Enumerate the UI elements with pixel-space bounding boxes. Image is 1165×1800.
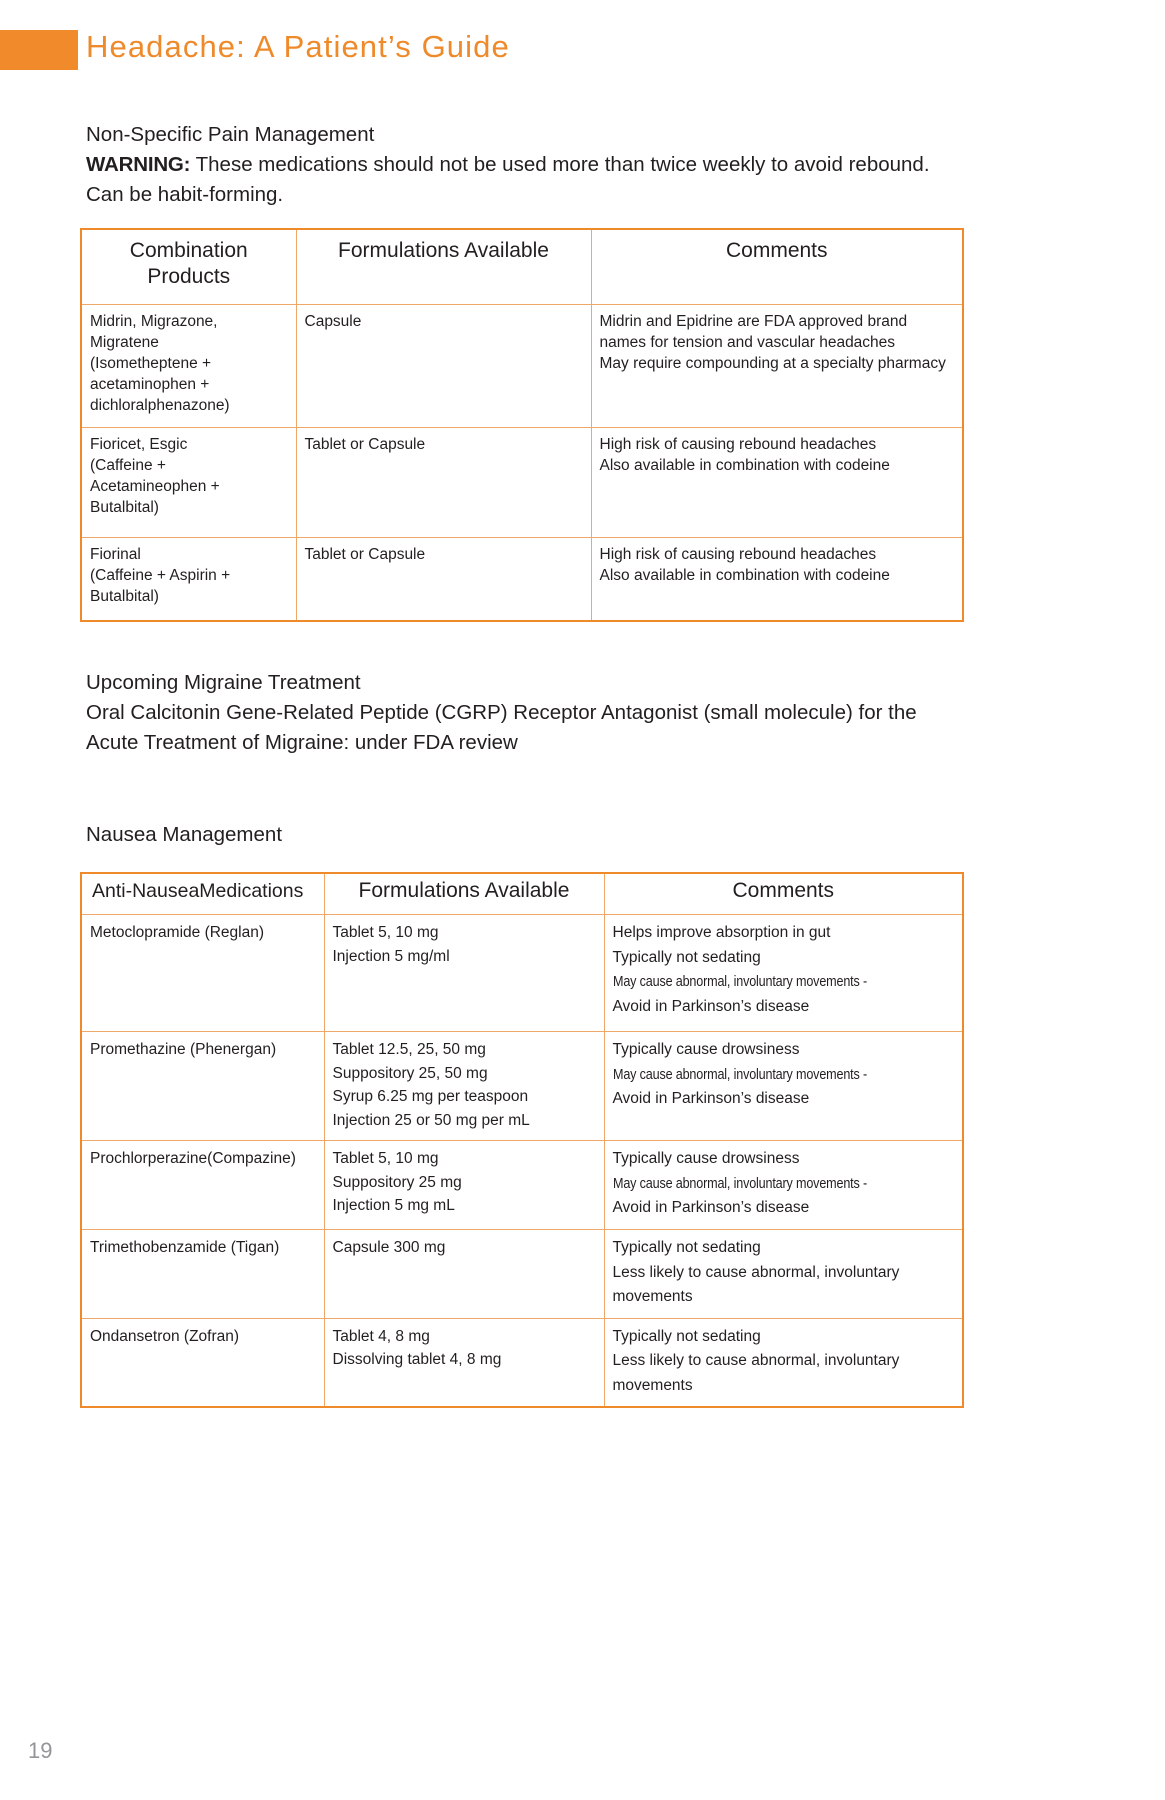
non-specific-pain-management-intro — [86, 120, 1086, 210]
column-header-formulations: Formulations Available — [324, 873, 604, 915]
cell-formulations — [296, 538, 591, 622]
product-line: (Isometheptene + — [90, 355, 212, 372]
comment-line: May require compounding at a specialty pharmacy — [599, 355, 946, 372]
cell-product — [81, 538, 296, 622]
header-line-2: Products — [147, 265, 231, 288]
cell-medication — [81, 1032, 324, 1141]
formulation-line: Capsule — [304, 313, 362, 330]
comment-line: Less likely to cause abnormal, involuntary — [612, 1263, 900, 1281]
column-header-comments: Comments — [604, 873, 963, 915]
comment-line: movements — [612, 1288, 693, 1305]
formulation-line: Injection 25 or 50 mg per mL — [332, 1111, 530, 1129]
section-heading: Upcoming Migraine Treatment — [86, 671, 361, 694]
cell-comments — [604, 915, 963, 1032]
cell-product — [81, 428, 296, 538]
cell-comments — [591, 538, 963, 622]
comment-line: Avoid in Parkinson’s disease — [612, 997, 810, 1015]
formulation-line: Tablet 5, 10 mg — [332, 924, 439, 941]
formulation-line: Tablet or Capsule — [304, 436, 426, 453]
formulation-line: Tablet or Capsule — [304, 546, 426, 563]
warning-text-continued: Can be habit-forming. — [86, 183, 284, 206]
cell-formulations — [324, 1141, 604, 1230]
comment-line: May cause abnormal, involuntary movements - — [612, 1174, 867, 1192]
warning-label: WARNING: — [86, 153, 191, 176]
table-row — [81, 1318, 963, 1407]
table-row — [81, 1141, 963, 1230]
formulation-line: Syrup 6.25 mg per teaspoon — [332, 1088, 529, 1105]
table-row — [81, 915, 963, 1032]
cell-medication — [81, 1141, 324, 1230]
comment-line: Midrin and Epidrine are FDA approved brand names for tension and vascular headaches — [599, 313, 908, 351]
comment-line: Typically cause drowsiness — [612, 1150, 800, 1167]
comment-line: Typically not sedating — [612, 948, 761, 966]
comment-line: Helps improve absorption in gut — [612, 924, 831, 941]
formulation-line: Injection 5 mg/ml — [332, 947, 450, 965]
medication-name: Metoclopramide (Reglan) — [90, 924, 265, 941]
table-header-row — [81, 873, 963, 915]
cell-formulations — [296, 428, 591, 538]
comment-line: Typically not sedating — [612, 1239, 761, 1256]
formulation-line: Injection 5 mg mL — [332, 1197, 455, 1214]
table-row — [81, 1032, 963, 1141]
comment-line: Also available in combination with codeine — [599, 567, 890, 584]
comment-line: Avoid in Parkinson’s disease — [612, 1199, 810, 1216]
page-title: Headache: A Patient’s Guide — [86, 29, 510, 64]
medication-name: Trimethobenzamide (Tigan) — [90, 1239, 280, 1256]
product-line: Butalbital) — [90, 588, 159, 605]
warning-text: These medications should not be used more than twice weekly to avoid rebound. — [190, 153, 930, 176]
formulation-line: Capsule 300 mg — [332, 1239, 446, 1256]
product-line: Fiorinal — [90, 546, 141, 563]
table-header-row — [81, 229, 963, 305]
formulation-line: Tablet 12.5, 25, 50 mg — [332, 1041, 486, 1058]
cell-comments — [604, 1318, 963, 1407]
section-heading: Non-Specific Pain Management — [86, 123, 375, 146]
product-line: Butalbital) — [90, 499, 159, 516]
medication-name: Ondansetron (Zofran) — [90, 1327, 240, 1345]
upcoming-line-2: Acute Treatment of Migraine: under FDA review — [86, 731, 518, 754]
anti-nausea-medications-table — [80, 872, 964, 1408]
column-header-comments: Comments — [591, 229, 963, 305]
cell-comments — [604, 1032, 963, 1141]
product-line: Acetamineophen + — [90, 478, 220, 495]
nausea-management-heading — [86, 820, 1086, 850]
comment-line: Also available in combination with codeine — [599, 457, 890, 474]
cell-medication — [81, 1318, 324, 1407]
cell-formulations — [324, 1318, 604, 1407]
cell-comments — [604, 1230, 963, 1319]
comment-line: Typically cause drowsiness — [612, 1041, 800, 1058]
column-header-anti-nausea-medications: Anti-NauseaMedications — [81, 873, 324, 915]
upcoming-line-1: Oral Calcitonin Gene-Related Peptide (CGRP) Receptor Antagonist (small molecule) for the — [86, 701, 917, 724]
formulation-line: Suppository 25, 50 mg — [332, 1064, 488, 1082]
comment-line: Avoid in Parkinson’s disease — [612, 1090, 810, 1107]
product-line: Midrin, Migrazone, — [90, 313, 218, 330]
table-row — [81, 538, 963, 622]
header-accent-swatch — [0, 30, 78, 70]
product-line: (Caffeine + — [90, 457, 166, 474]
cell-product — [81, 305, 296, 428]
cell-medication — [81, 1230, 324, 1319]
product-line: (Caffeine + Aspirin + — [90, 567, 231, 584]
formulation-line: Tablet 4, 8 mg — [332, 1327, 430, 1345]
comment-line: movements — [612, 1376, 693, 1394]
table-row — [81, 305, 963, 428]
comment-line: High risk of causing rebound headaches — [599, 436, 877, 453]
cell-formulations — [324, 915, 604, 1032]
formulation-line: Dissolving tablet 4, 8 mg — [332, 1351, 502, 1368]
product-line: Migratene — [90, 334, 159, 351]
product-line: Fioricet, Esgic — [90, 436, 188, 453]
upcoming-migraine-treatment-block — [86, 668, 1086, 758]
column-header-formulations: Formulations Available — [296, 229, 591, 305]
cell-formulations — [296, 305, 591, 428]
page-number: 19 — [28, 1738, 53, 1763]
comment-line: May cause abnormal, involuntary movements - — [612, 973, 867, 990]
product-line: dichloralphenazone) — [90, 397, 230, 414]
cell-comments — [591, 428, 963, 538]
cell-formulations — [324, 1230, 604, 1319]
product-line: acetaminophen + — [90, 376, 210, 393]
comment-line: May cause abnormal, involuntary movements - — [612, 1065, 867, 1083]
comment-line: Less likely to cause abnormal, involuntary — [612, 1352, 900, 1369]
warning-paragraph — [86, 150, 1086, 180]
cell-comments — [591, 305, 963, 428]
formulation-line: Tablet 5, 10 mg — [332, 1150, 439, 1167]
section-heading: Nausea Management — [86, 823, 283, 846]
comment-line: Typically not sedating — [612, 1327, 761, 1345]
formulation-line: Suppository 25 mg — [332, 1173, 462, 1191]
comment-line: High risk of causing rebound headaches — [599, 546, 877, 563]
table-row — [81, 1230, 963, 1319]
page-header — [0, 0, 1165, 100]
table-row — [81, 428, 963, 538]
medication-name: Promethazine (Phenergan) — [90, 1041, 277, 1058]
cell-formulations — [324, 1032, 604, 1141]
column-header-combination-products — [81, 229, 296, 305]
cell-comments — [604, 1141, 963, 1230]
header-line-1: Combination — [129, 239, 248, 262]
cell-medication — [81, 915, 324, 1032]
combination-products-table — [80, 228, 964, 622]
medication-name: Prochlorperazine(Compazine) — [90, 1150, 296, 1167]
